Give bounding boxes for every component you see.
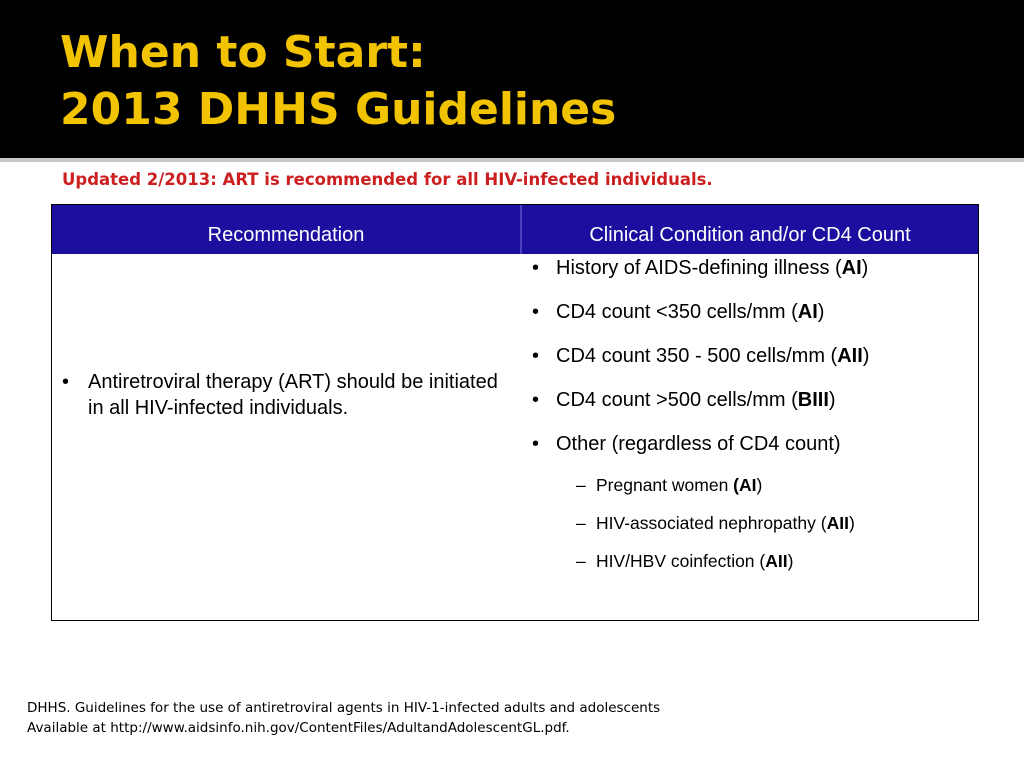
bullet-icon: •	[532, 345, 540, 367]
header-clinical-condition: Clinical Condition and/or CD4 Count	[589, 224, 911, 246]
condition-rating: AI	[841, 257, 862, 279]
recommendation-text: Antiretroviral therapy (ART) should be initiated in all HIV-infected individuals.	[88, 371, 498, 419]
guidelines-table	[51, 204, 979, 621]
condition-close: )	[861, 257, 869, 279]
condition-item	[532, 257, 868, 280]
slide-subtitle: Updated 2/2013: ART is recommended for all HIV-infected individuals.	[62, 170, 713, 189]
bullet-icon: •	[532, 257, 540, 279]
sub-condition-text: HIV-associated nephropathy (	[596, 513, 827, 533]
sub-condition-close: )	[787, 551, 794, 571]
bullet-icon: •	[62, 371, 70, 393]
citation-line1: DHHS. Guidelines for the use of antiretroviral agents in HIV-1-infected adults and adolescents	[27, 700, 661, 716]
condition-text: Other (regardless of CD4 count)	[556, 433, 841, 455]
bullet-icon: •	[532, 301, 540, 323]
header-recommendation: Recommendation	[207, 224, 365, 246]
sub-condition-close: )	[848, 513, 855, 533]
condition-rating: BIII	[797, 389, 829, 411]
condition-rating: AI	[797, 301, 818, 323]
sub-condition-item	[576, 475, 762, 496]
condition-item	[532, 389, 836, 412]
slide-title-line1: When to Start:	[60, 27, 426, 78]
recommendation-cell	[62, 369, 512, 421]
citation-url: Available at http://www.aidsinfo.nih.gov/ContentFiles/AdultandAdolescentGL.pdf.	[27, 720, 570, 736]
condition-text: CD4 count 350 - 500 cells/mm (	[556, 345, 838, 367]
condition-close: )	[817, 301, 825, 323]
condition-item	[532, 345, 869, 368]
condition-close: )	[828, 389, 836, 411]
header-divider	[0, 158, 1024, 162]
dash-icon: –	[576, 551, 586, 571]
condition-text: CD4 count >500 cells/mm (	[556, 389, 798, 411]
condition-text: CD4 count <350 cells/mm (	[556, 301, 798, 323]
citation-footer	[27, 698, 660, 738]
bullet-icon: •	[532, 389, 540, 411]
condition-close: )	[862, 345, 870, 367]
condition-item	[532, 433, 841, 456]
sub-condition-text: Pregnant women	[596, 475, 734, 495]
slide-title-line2: 2013 DHHS Guidelines	[60, 84, 617, 135]
dash-icon: –	[576, 513, 586, 533]
sub-condition-text: HIV/HBV coinfection (	[596, 551, 766, 571]
bullet-icon: •	[532, 433, 540, 455]
sub-condition-close: )	[756, 475, 763, 495]
slide-title	[60, 24, 616, 138]
sub-condition-item	[576, 551, 793, 572]
condition-rating: AII	[837, 345, 863, 367]
sub-condition-rating: AII	[765, 551, 788, 571]
condition-text: History of AIDS-defining illness (	[556, 257, 842, 279]
sub-condition-item	[576, 513, 855, 534]
condition-item	[532, 301, 824, 324]
table-header-row	[52, 205, 978, 254]
sub-condition-rating: (AI	[733, 475, 757, 495]
sub-condition-rating: AII	[826, 513, 849, 533]
dash-icon: –	[576, 475, 586, 495]
